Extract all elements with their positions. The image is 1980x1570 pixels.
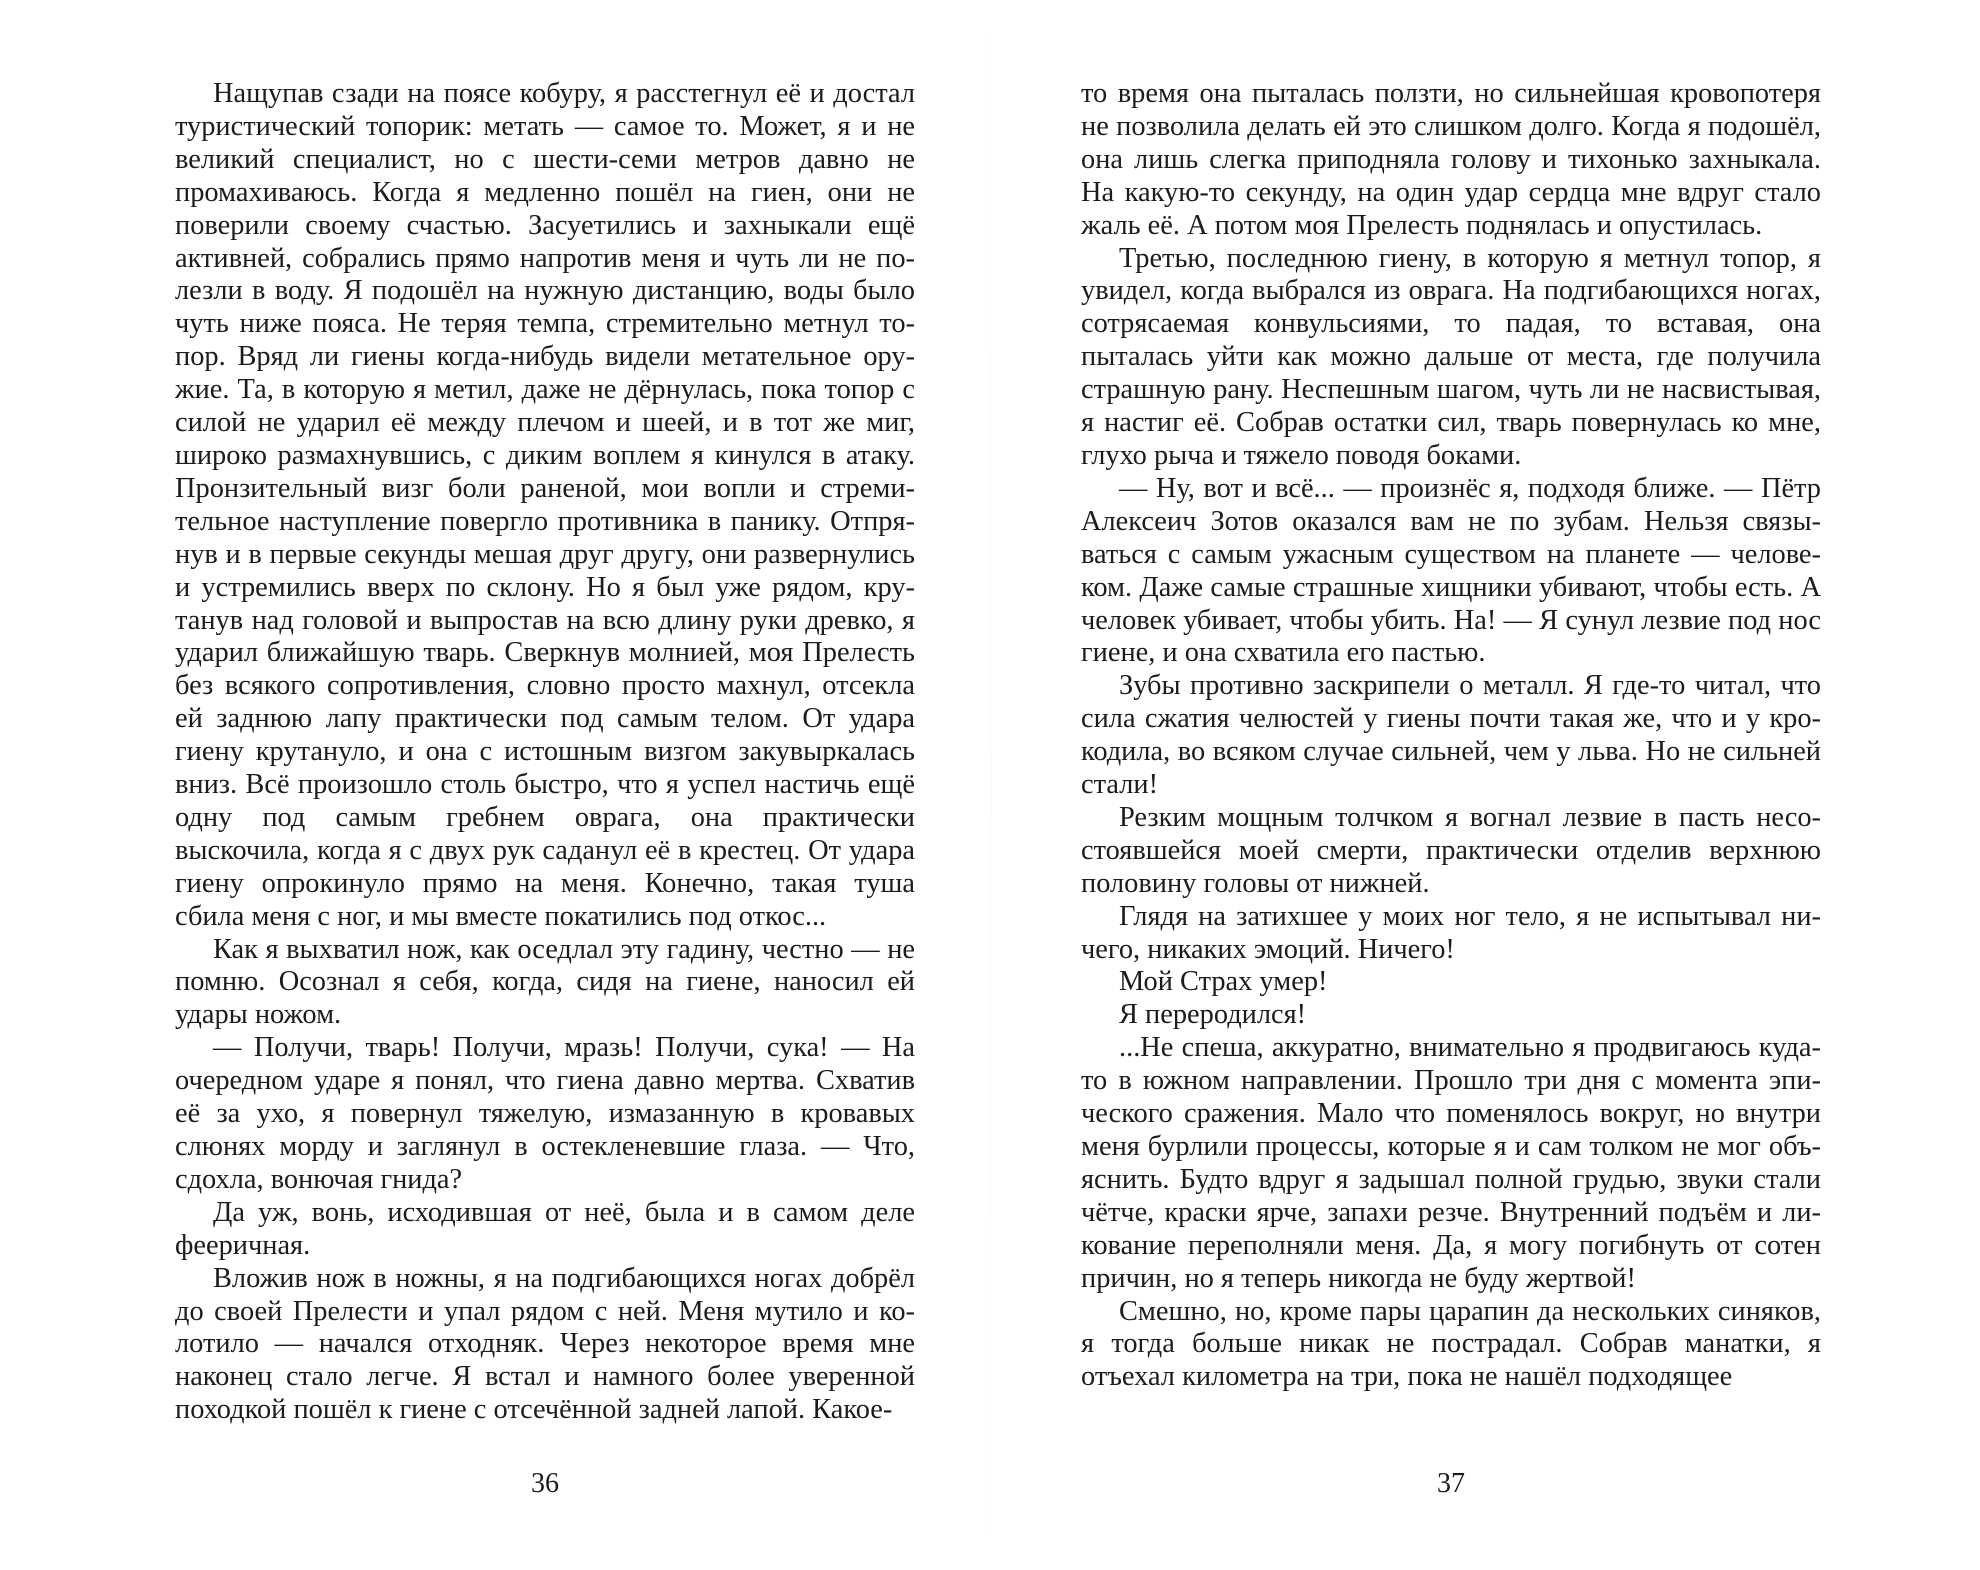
paragraph: Глядя на затихшее у моих ног тело, я не испытывал ничего, никаких эмоций. Ничего! [1081,900,1821,965]
book-gutter [990,0,991,1570]
paragraph: Как я выхватил нож, как оседлал эту гадину, честно — не помню. Осознал я себя, когда, сидя на гиене, наносил ей удары ножом. [175,933,915,1031]
right-page-text [1081,78,1821,1458]
paragraph: — Получи, тварь! Получи, мразь! Получи, сука! — На очередном ударе я понял, что гиена давно мертва. Схватив её за ухо, я повернул тяжелую, измазанную в кровавых слюнях морду и заглянул в остекленевшие глаза. — Что, сдохла, вонючая гнида? [175,1032,915,1195]
paragraph: Смешно, но, кроме пары царапин да нескольких синяков, я тогда больше никак не пострадал. Собрав манатки, я отъехал километра на три, пока не нашёл подходящее [1081,1295,1821,1393]
paragraph: Вложив нож в ножны, я на подгибающихся ногах добрёл до своей Прелести и упал рядом с ней. Меня мутило и колотило — начался отходняк. Через некоторое время мне наконец стало легче. Я встал и намного более уверенной походкой пошёл к гиене с отсечённой задней лапой. Какое- [175,1262,915,1426]
left-page [175,78,915,1498]
paragraph: Зубы противно заскрипели о металл. Я где-то читал, что сила сжатия челюстей у гиены почти такая же, что и у крокодила, во всяком случае сильней, чем у льва. Но не сильней стали! [1081,670,1821,801]
paragraph: Третью, последнюю гиену, в которую я метнул топор, я увидел, когда выбрался из оврага. На подгибающихся ногах, сотрясаемая конвульсиями, то падая, то вставая, она пыталась уйти как можно дальше от места, где получила страшную рану. Неспешным шагом, чуть ли не насвистывая, я настиг её. Собрав остатки сил, тварь повернулась ко мне, глухо рыча и тяжело поводя боками. [1081,242,1821,471]
paragraph: ...Не спеша, аккуратно, внимательно я продвигаюсь куда-то в южном направлении. Прошло три дня с момента эпического сражения. Мало что поменялось вокруг, но внутри меня бурлили процессы, которые я и сам толком не мог объяснить. Будто вдруг я задышал полной грудью, звуки стали чётче, краски ярче, запахи резче. Внутренний подъём и ликование переполняли меня. Да, я могу погибнуть от сотен причин, но я теперь никогда не буду жертвой! [1081,1032,1821,1294]
paragraph: Да уж, вонь, исходившая от неё, была и в самом деле фееричная. [175,1196,915,1261]
paragraph: Резким мощным толчком я вогнал лезвие в пасть несостоявшейся моей смерти, практически отделив верхнюю половину головы от нижней. [1081,801,1821,899]
paragraph: Нащупав сзади на поясе кобуру, я расстегнул её и достал туристический топорик: метать — самое то. Может, я и не великий специалист, но с шести-семи метров давно не промахиваюсь. Когда я медленно пошёл на гиен, они не поверили своему счастью. Засуетились и захныкали ещё активней, собрались прямо напротив меня и чуть ли не полезли в воду. Я подошёл на нужную дистанцию, воды было чуть ниже пояса. Не теряя темпа, стремительно метнул топор. Вряд ли гиены когда-нибудь видели метательное оружие. Та, в которую я метил, даже не дёрнулась, пока топор с силой не ударил её между плечом и шеей, и в тот же миг, широко размахнувшись, с диким воплем я кинулся в атаку. Пронзительный визг боли раненой, мои вопли и стремительное наступление повергло противника в панику. Отпрянув и в первые секунды мешая друг другу, они развернулись и устремились вверх по склону. Но я был уже рядом, крутанув над головой и выпростав на всю длину руки древко, я ударил ближайшую тварь. Сверкнув молнией, моя Прелесть без всякого сопротивления, словно просто махнул, отсекла ей заднюю лапу практически под самым телом. От удара гиену крутануло, и она с истошным визгом закувыркалась вниз. Всё произошло столь быстро, что я успел настичь ещё одну под самым гребнем оврага, она практически выскочила, когда я с двух рук саданул её в крестец. От удара гиену опрокинуло прямо на меня. Конечно, такая туша сбила меня с ног, и мы вместе покатились под откос... [175,78,915,932]
paragraph: Мой Страх умер! [1119,966,1328,998]
paragraph: — Ну, вот и всё... — произнёс я, подходя ближе. — Пётр Алексеич Зотов оказался вам не по зубам. Нельзя связываться с самым ужасным существом на планете — человеком. Даже самые страшные хищники убивают, чтобы есть. А человек убивает, чтобы убить. На! — Я сунул лезвие под нос гиене, и она схватила его пастью. [1081,472,1821,669]
page-number: 37 [1437,1468,1465,1499]
left-page-text [175,78,915,1458]
paragraph: то время она пыталась ползти, но сильнейшая кровопотеря не позволила делать ей это слишком долго. Когда я подошёл, она лишь слегка приподняла голову и тихонько захныкала. На какую-то секунду, на один удар сердца мне вдруг стало жаль её. А потом моя Прелесть поднялась и опустилась. [1081,78,1821,241]
right-page [1081,78,1821,1498]
paragraph: Я переродился! [1119,999,1307,1031]
page-number: 36 [531,1468,559,1499]
